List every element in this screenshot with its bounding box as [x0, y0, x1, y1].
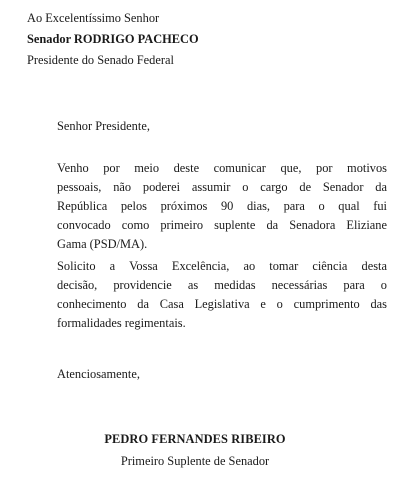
paragraph-line: decisão, providencie as medidas necessárias para o [57, 278, 387, 292]
paragraph-line: Venho por meio deste comunicar que, por motivos [57, 161, 387, 175]
paragraph-line: conhecimento da Casa Legislativa e o cumprimento das [57, 297, 387, 311]
addressee-name: Senador RODRIGO PACHECO [27, 32, 199, 46]
addressee-title: Presidente do Senado Federal [27, 53, 174, 67]
addressee-greeting: Ao Excelentíssimo Senhor [27, 11, 160, 25]
salutation: Senhor Presidente, [57, 119, 150, 133]
signer-name: PEDRO FERNANDES RIBEIRO [104, 432, 286, 446]
paragraph-line: pessoais, não poderei assumir o cargo de Senador da [57, 180, 387, 194]
closing: Atenciosamente, [57, 367, 140, 381]
paragraph-line: República pelos próximos 90 dias, para o qual fui [57, 199, 387, 213]
paragraph-line: convocado como primeiro suplente da Senadora Eliziane [57, 218, 387, 232]
body-paragraph-2 [57, 257, 387, 333]
paragraph-line: Solicito a Vossa Excelência, ao tomar ciência desta [57, 259, 387, 273]
addressee-block [27, 8, 387, 71]
body-paragraph-1 [57, 159, 387, 254]
paragraph-line: Gama (PSD/MA). [57, 237, 148, 251]
signer-role: Primeiro Suplente de Senador [120, 454, 270, 468]
paragraph-line: formalidades regimentais. [57, 316, 186, 330]
